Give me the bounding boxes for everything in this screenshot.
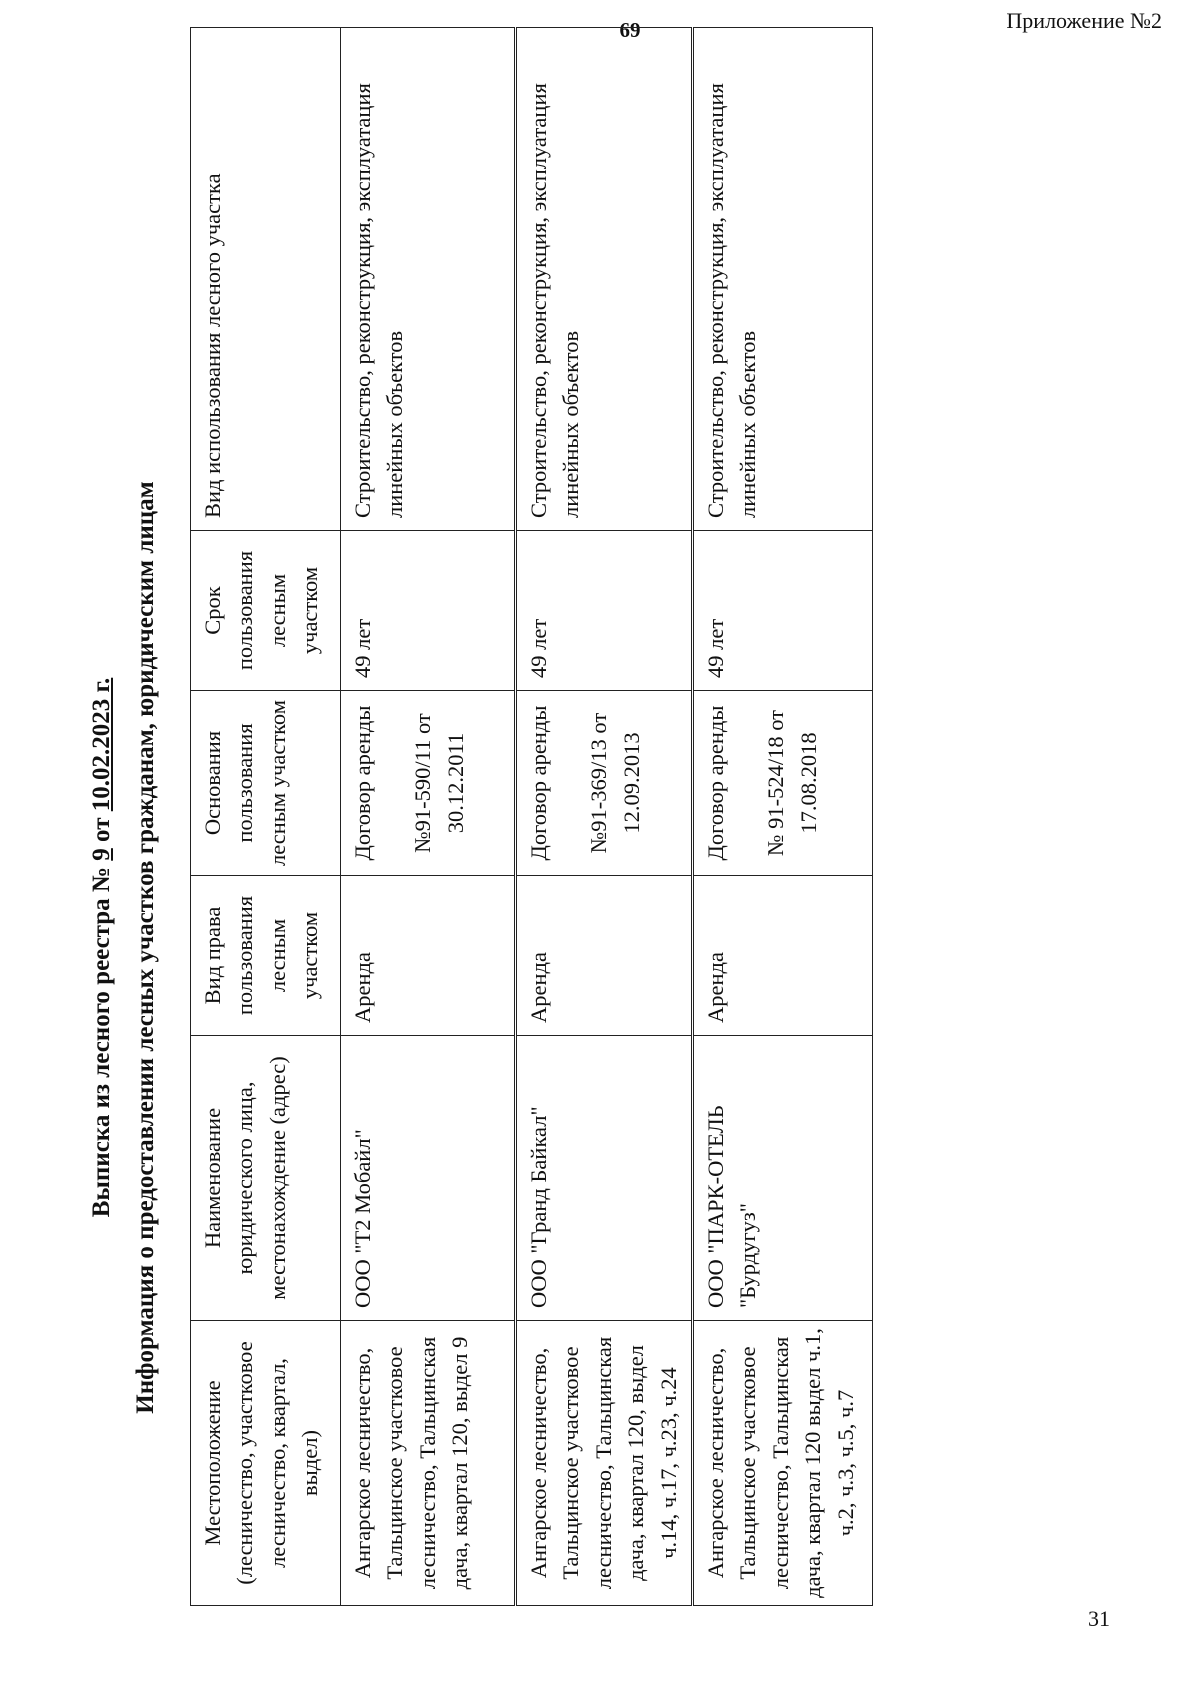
- basis-number: №91-590/11 от 30.12.2011: [410, 713, 468, 853]
- registry-number: 9: [88, 848, 115, 861]
- cell-entity: ООО "Т2 Мобайл": [341, 1036, 516, 1321]
- header-location: Местоположение (лесничество, участковое лесничество, квартал, выдел): [191, 1321, 341, 1606]
- cell-entity: ООО "Гранд Байкал": [516, 1036, 693, 1321]
- cell-use-type: Строительство, реконструкция, эксплуатация линейных объектов: [516, 28, 693, 531]
- basis-type: Договор аренды: [702, 705, 728, 861]
- header-basis: Основания пользования лесным участком: [191, 691, 341, 876]
- cell-use-type: Строительство, реконструкция, эксплуатация линейных объектов: [692, 28, 872, 531]
- table-header-row: [191, 28, 341, 1606]
- cell-location: Ангарское лесничество, Тальцинское участковое лесничество, Тальцинская дача, квартал 120 выдел ч.1, ч.2, ч.3, ч.5, ч.7: [692, 1321, 872, 1606]
- cell-term: 49 лет: [341, 531, 516, 691]
- cell-right-type: Аренда: [692, 876, 872, 1036]
- registry-table: [190, 27, 873, 1606]
- cell-term: 49 лет: [516, 531, 693, 691]
- table-row: [516, 28, 693, 1606]
- appendix-label: Приложение №2: [1006, 8, 1162, 33]
- cell-location: Ангарское лесничество, Тальцинское участковое лесничество, Тальцинская дача, квартал 120, выдел 9: [341, 1321, 516, 1606]
- table-row: [341, 28, 516, 1606]
- header-use-type: Вид использования лесного участка: [191, 28, 341, 531]
- cell-use-type: Строительство, реконструкция, эксплуатация линейных объектов: [341, 28, 516, 531]
- title-prefix: Выписка из лесного реестра №: [88, 866, 115, 1218]
- cell-term: 49 лет: [692, 531, 872, 691]
- document-subtitle: Информация о предоставлении лесных участков гражданам, юридическим лицам: [132, 481, 159, 1414]
- cell-right-type: Аренда: [341, 876, 516, 1036]
- registry-date: 10.02.2023 г.: [88, 677, 115, 812]
- header-term: Срок пользования лесным участком: [191, 531, 341, 691]
- basis-type: Договор аренды: [526, 705, 551, 861]
- cell-basis: [516, 691, 693, 876]
- cell-entity: ООО "ПАРК-ОТЕЛЬ "Бурдугуз": [692, 1036, 872, 1321]
- basis-number: № 91-524/18 от 17.08.2018: [763, 710, 821, 856]
- basis-number: №91-369/13 от 12.09.2013: [586, 712, 644, 854]
- cell-basis: [341, 691, 516, 876]
- cell-location: Ангарское лесничество, Тальцинское участковое лесничество, Тальцинская дача, квартал 120, выдел ч.14, ч.17, ч.23, ч.24: [516, 1321, 693, 1606]
- basis-type: Договор аренды: [350, 705, 375, 861]
- cell-basis: [692, 691, 872, 876]
- table-row: [692, 28, 872, 1606]
- page-number-top: 69: [619, 18, 641, 42]
- page-number-bottom: 31: [1088, 1606, 1110, 1631]
- title-mid: от: [88, 817, 115, 842]
- rotated-sheet: [88, 30, 1088, 1630]
- header-right-type: Вид права пользования лесным участком: [191, 876, 341, 1036]
- cell-right-type: Аренда: [516, 876, 693, 1036]
- document-title: [88, 265, 116, 1630]
- header-entity: Наименование юридического лица, местонахождение (адрес): [191, 1036, 341, 1321]
